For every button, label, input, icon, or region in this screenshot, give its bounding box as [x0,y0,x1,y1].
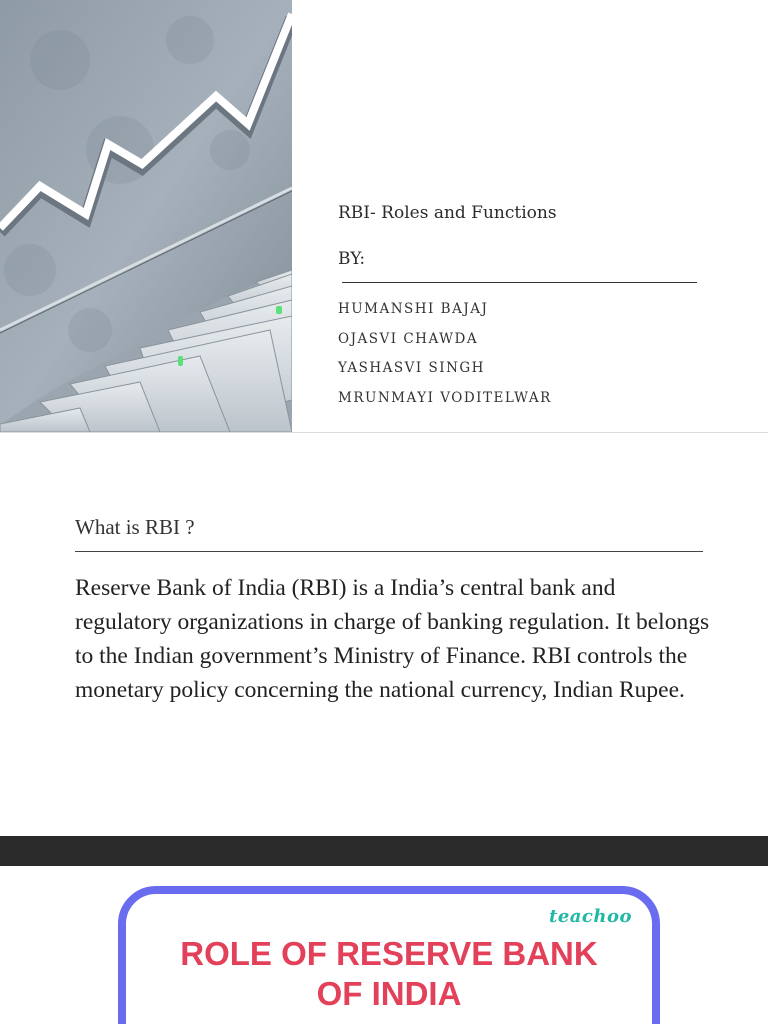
heading-divider [75,551,703,552]
section-heading: What is RBI ? [75,515,195,539]
role-of-rbi-slide [0,866,768,1024]
slide-title: RBI- Roles and Functions [338,203,557,223]
body-paragraph: Reserve Bank of India (RBI) is a India’s central bank and regulatory organizations in charge of banking regulation. It belongs to the Indian government’s Ministry of Finance. RBI controls the monetary policy concerning the national currency, Indian Rupee. [75,575,710,703]
title-block [338,200,718,406]
card-title [126,934,652,1014]
title-divider [342,282,697,283]
stairs-growth-image [0,0,292,432]
title-card [118,886,660,1024]
dark-separator-band [0,836,768,866]
author-name: HUMANSHI BAJAJ [338,301,489,317]
brand-logo: teachoo [549,906,632,927]
card-title-line-1: ROLE OF RESERVE BANK [180,935,598,972]
what-is-rbi-slide [0,433,768,836]
author-list [338,298,552,416]
author-name: OJASVI CHAWDA [338,330,479,347]
author-name: YASHASVI SINGH [338,360,485,376]
card-title-line-2: OF INDIA [316,975,462,1012]
author-name: MRUNMAYI VODITELWAR [338,389,552,406]
by-label: BY: [338,249,366,269]
title-slide [0,0,768,432]
